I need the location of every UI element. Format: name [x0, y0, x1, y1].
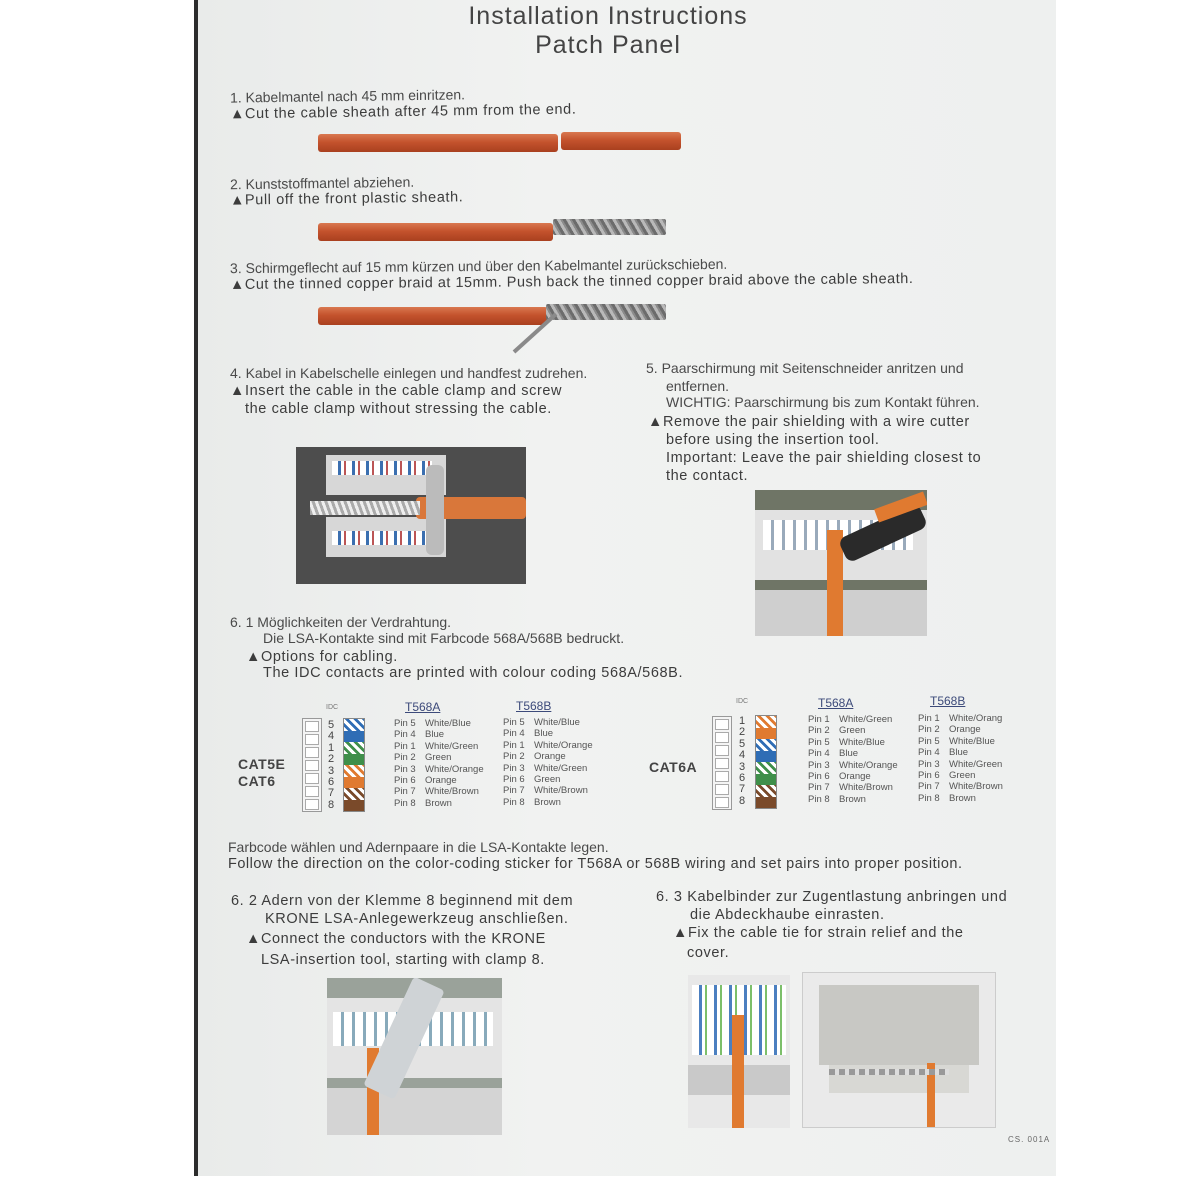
step1-de: 1. Kabelmantel nach 45 mm einritzen.: [229, 86, 466, 106]
color-cell: Orange: [425, 775, 457, 787]
cat6a-num: 1: [739, 715, 746, 727]
pin-cell: Pin 3: [394, 763, 416, 775]
cat6a-color-code-sticker: [755, 715, 777, 809]
color-cell: White/Brown: [425, 786, 479, 798]
table-row: [503, 751, 593, 762]
table-row: [918, 781, 1003, 792]
cat5-t568a-header: T568A: [405, 700, 441, 714]
color-cell: White/Blue: [425, 718, 471, 729]
step62-de-1: 6. 2 Adern von der Klemme 8 beginnend mit dem: [231, 893, 574, 909]
color-cell: White/Orange: [534, 739, 593, 751]
step62-en-1: ▲Connect the conductors with the KRONE: [246, 931, 546, 947]
braid-image-2: [553, 219, 666, 235]
table-row: [918, 724, 1003, 735]
cat6a-num: 6: [739, 772, 746, 785]
pin-cell: Pin 8: [394, 797, 416, 809]
cat6a-num: 8: [739, 794, 746, 807]
table-row: [394, 718, 484, 729]
color-cell: White/Brown: [534, 785, 588, 797]
follow-en: Follow the direction on the color-coding sticker for T568A or 568B wiring and set pairs into proper position.: [228, 856, 963, 872]
table-row: [503, 797, 593, 808]
color-cell: Blue: [534, 728, 554, 740]
cat5-num: 2: [328, 753, 335, 766]
step5-en-1: ▲Remove the pair shielding with a wire cutter: [648, 414, 970, 430]
color-cell: Green: [839, 725, 866, 737]
cable-clamp-photo: [296, 447, 526, 584]
table-row: [808, 760, 898, 771]
step62-en-2: LSA-insertion tool, starting with clamp 8.: [261, 952, 545, 968]
cat5-num: 5: [328, 719, 335, 731]
pin-cell: Pin 5: [918, 735, 940, 747]
color-cell: White/Blue: [839, 736, 885, 748]
cable-image-1b: [561, 132, 681, 150]
pin-cell: Pin 6: [808, 771, 830, 783]
pin-cell: Pin 4: [918, 747, 940, 759]
pin-cell: Pin 5: [503, 717, 525, 728]
cat6a-num: 4: [739, 749, 746, 762]
step3-en: ▲Cut the tinned copper braid at 15mm. Push back the tinned copper braid above the cable sheath.: [229, 271, 914, 293]
color-cell: Brown: [949, 792, 976, 804]
table-row: [918, 736, 1003, 747]
table-row: [808, 782, 898, 793]
cat6a-t568b-table: [918, 713, 1003, 804]
step5-en-3: Important: Leave the pair shielding closest to: [666, 450, 982, 466]
step4-en-2: the cable clamp without stressing the cable.: [245, 401, 552, 417]
pin-cell: Pin 1: [503, 739, 525, 751]
cable-tie-photo: [688, 975, 790, 1128]
step1-en: ▲Cut the cable sheath after 45 mm from the end.: [229, 101, 577, 123]
cat6a-num: 7: [739, 783, 746, 796]
cat5-num: 6: [328, 776, 335, 789]
idc-label: IDC: [326, 704, 339, 711]
pin-cell: Pin 4: [808, 748, 830, 760]
table-row: [394, 741, 484, 752]
step63-en-2: cover.: [687, 945, 730, 961]
pin-cell: Pin 3: [503, 762, 525, 774]
pin-cell: Pin 2: [808, 725, 830, 737]
cat6a-t568b-header: T568B: [930, 694, 966, 708]
cover-photo: [802, 972, 996, 1128]
step4-de: 4. Kabel in Kabelschelle einlegen und handfest zudrehen.: [230, 365, 588, 381]
table-row: [394, 729, 484, 740]
step63-de-2: die Abdeckhaube einrasten.: [690, 907, 885, 923]
pin-cell: Pin 2: [394, 752, 416, 764]
idc-contact-strip: [712, 716, 732, 810]
pin-cell: Pin 4: [394, 729, 416, 741]
color-cell: Orange: [949, 724, 981, 736]
step3-de: 3. Schirmgeflecht auf 15 mm kürzen und über den Kabelmantel zurückschieben.: [229, 255, 728, 277]
cat5-color-code-sticker: [343, 718, 365, 812]
table-row: [394, 786, 484, 797]
table-row: [503, 774, 593, 785]
step61-en-1: ▲Options for cabling.: [246, 649, 398, 665]
pin-cell: Pin 8: [918, 792, 940, 804]
table-row: [918, 759, 1003, 770]
cat5-t568a-table: [394, 718, 484, 809]
color-cell: White/Blue: [949, 735, 995, 747]
color-cell: White/Brown: [839, 782, 893, 794]
idc-contact-strip: [302, 718, 322, 812]
idc-label: IDC: [736, 698, 749, 705]
step61-de-2: Die LSA-Kontakte sind mit Farbcode 568A/568B bedruckt.: [263, 630, 625, 646]
cat5e-label: CAT5E: [238, 756, 286, 772]
table-row: [503, 740, 593, 751]
step63-en-1: ▲Fix the cable tie for strain relief and the: [673, 925, 964, 941]
step5-de-1: 5. Paarschirmung mit Seitenschneider anritzen und: [646, 360, 964, 376]
instruction-sheet: [198, 0, 1056, 1176]
pin-cell: Pin 6: [503, 774, 525, 786]
title-line-2: Patch Panel: [535, 31, 681, 59]
color-cell: White/Green: [425, 740, 479, 752]
color-cell: Orange: [534, 751, 566, 763]
color-cell: White/Orange: [839, 759, 898, 771]
pin-cell: Pin 1: [808, 714, 830, 725]
color-cell: Blue: [949, 747, 969, 759]
pin-cell: Pin 3: [808, 759, 830, 771]
pin-cell: Pin 3: [918, 758, 940, 770]
pin-cell: Pin 7: [394, 786, 416, 798]
step63-de-1: 6. 3 Kabelbinder zur Zugentlastung anbringen und: [656, 889, 1008, 905]
color-cell: Blue: [425, 729, 445, 741]
step62-de-2: KRONE LSA-Anlegewerkzeug anschließen.: [265, 911, 569, 927]
cat5-t568b-table: [503, 717, 593, 808]
color-cell: Green: [949, 770, 976, 782]
table-row: [503, 728, 593, 739]
table-row: [808, 794, 898, 805]
pin-cell: Pin 1: [918, 713, 940, 724]
pin-cell: Pin 8: [808, 793, 830, 805]
table-row: [808, 737, 898, 748]
cat6a-num: 2: [739, 726, 746, 739]
color-cell: White/Blue: [534, 717, 580, 728]
follow-de: Farbcode wählen und Adernpaare in die LSA-Kontakte legen.: [228, 839, 609, 855]
color-cell: Brown: [839, 793, 866, 805]
color-cell: White/Green: [949, 758, 1003, 770]
step4-en-1: ▲Insert the cable in the cable clamp and screw: [230, 383, 563, 399]
color-cell: Green: [534, 774, 561, 786]
cat6a-t568a-table: [808, 714, 898, 805]
table-row: [918, 793, 1003, 804]
pin-cell: Pin 4: [503, 728, 525, 740]
cat5-num: 8: [328, 798, 335, 811]
step2-de: 2. Kunststoffmantel abziehen.: [229, 173, 415, 193]
wire-cutter-photo: [755, 490, 927, 636]
color-cell: Green: [425, 752, 452, 764]
color-cell: White/Orange: [425, 763, 484, 775]
document-code: CS. 001A: [1008, 1135, 1051, 1144]
insertion-tool-photo: [327, 978, 502, 1135]
table-row: [394, 775, 484, 786]
table-row: [918, 770, 1003, 781]
cat6a-t568a-header: T568A: [818, 696, 854, 710]
pin-cell: Pin 6: [394, 775, 416, 787]
title-line-1: Installation Instructions: [468, 2, 748, 30]
pin-cell: Pin 5: [808, 736, 830, 748]
table-row: [394, 764, 484, 775]
step5-en-2: before using the insertion tool.: [666, 432, 880, 448]
color-cell: Brown: [425, 797, 452, 809]
step5-en-4: the contact.: [666, 468, 749, 484]
table-row: [808, 748, 898, 759]
pin-cell: Pin 6: [918, 770, 940, 782]
color-cell: White/Green: [534, 762, 588, 774]
table-row: [918, 713, 1003, 724]
table-row: [503, 763, 593, 774]
step5-de-3: WICHTIG: Paarschirmung bis zum Kontakt führen.: [666, 394, 980, 410]
cat6a-num: 3: [739, 760, 746, 773]
cat5-num: 3: [328, 764, 335, 777]
color-cell: White/Orang: [949, 713, 1003, 724]
step5-de-2: entfernen.: [666, 378, 730, 394]
step61-en-2: The IDC contacts are printed with colour coding 568A/568B.: [263, 665, 684, 681]
step61-de-1: 6. 1 Möglichkeiten der Verdrahtung.: [230, 614, 452, 630]
pin-cell: Pin 8: [503, 796, 525, 808]
table-row: [394, 798, 484, 809]
color-cell: Brown: [534, 796, 561, 808]
cat6a-pin-numbers: [739, 716, 745, 807]
pin-cell: Pin 1: [394, 740, 416, 752]
braid-strand-image: [508, 308, 568, 358]
cat6a-num: 5: [739, 737, 746, 750]
color-cell: Orange: [839, 771, 871, 783]
cat5-t568b-header: T568B: [516, 699, 552, 713]
step2-en: ▲Pull off the front plastic sheath.: [229, 189, 464, 209]
table-row: [503, 717, 593, 728]
cat5-num: 1: [328, 741, 335, 754]
cable-image-2: [318, 223, 553, 241]
table-row: [808, 725, 898, 736]
cat6-label: CAT6: [238, 773, 276, 789]
table-row: [808, 771, 898, 782]
cat5-pin-numbers: [328, 720, 334, 811]
color-cell: White/Green: [839, 714, 893, 725]
color-cell: White/Brown: [949, 781, 1003, 793]
cat6a-label: CAT6A: [649, 759, 698, 775]
table-row: [503, 785, 593, 796]
pin-cell: Pin 7: [503, 785, 525, 797]
cable-image-1a: [318, 134, 558, 152]
cat5-num: 7: [328, 787, 335, 800]
table-row: [808, 714, 898, 725]
pin-cell: Pin 7: [808, 782, 830, 794]
cat5-num: 4: [328, 730, 335, 743]
table-row: [394, 752, 484, 763]
pin-cell: Pin 7: [918, 781, 940, 793]
pin-cell: Pin 2: [503, 751, 525, 763]
pin-cell: Pin 5: [394, 718, 416, 729]
color-cell: Blue: [839, 748, 859, 760]
table-row: [918, 747, 1003, 758]
page-title: [198, 2, 1018, 60]
pin-cell: Pin 2: [918, 724, 940, 736]
